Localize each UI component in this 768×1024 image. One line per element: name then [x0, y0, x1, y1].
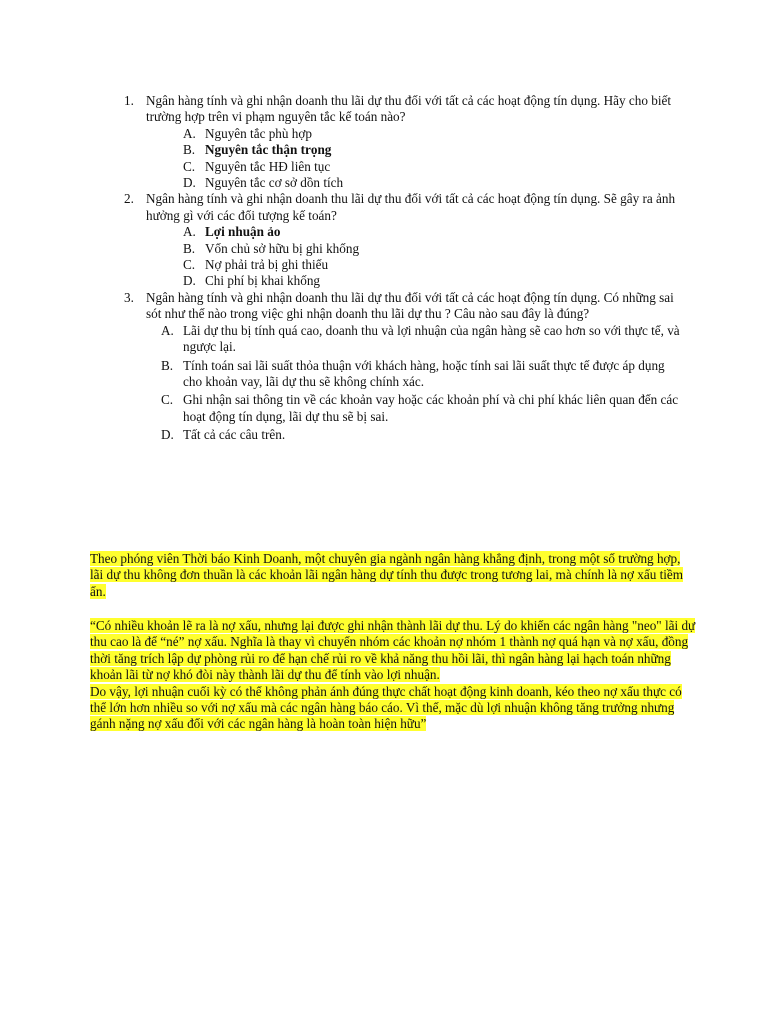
highlighted-text: Theo phóng viên Thời báo Kinh Doanh, một chuyên gia ngành ngân hàng khẳng định, trong một số trường hợp, lãi dự thu không đơn thuần là các khoản lãi ngân hàng dự tính thu được trong tương lai, mà chính là nợ xấu tiềm ẩn. — [90, 551, 684, 599]
option-text: Nợ phải trả bị ghi thiếu — [205, 257, 329, 273]
question-1 — [124, 93, 684, 126]
option-text: Ghi nhận sai thông tin về các khoản vay hoặc các khoản phí và chi phí khác liên quan đến các hoạt động tín dụng, lãi dự thu sẽ bị sai. — [183, 392, 679, 424]
option-c — [183, 257, 684, 273]
option-text-answer: Nguyên tắc thận trọng — [205, 142, 332, 158]
question-number: 1. — [124, 93, 134, 108]
question-text: Ngân hàng tính và ghi nhận doanh thu lãi dự thu đối với tất cả các hoạt động tín dụng. Sẽ gây ra ảnh hưởng gì với các đối tượng kế toán? — [146, 191, 676, 223]
option-text: Chi phí bị khai khống — [205, 273, 321, 289]
option-d — [183, 175, 684, 191]
highlighted-text: Do vậy, lợi nhuận cuối kỳ có thể không phản ánh đúng thực chất hoạt động kinh doanh, kéo theo nợ xấu thực có thể lớn hơn nhiều so với nợ xấu mà các ngân hàng báo cáo. Vì thế, mặc dù lợi nhuận không tăng trưởng nhưng gánh nặng nợ xấu đối với các ngân hàng là hoàn toàn hiện hữu” — [90, 683, 682, 732]
question-number: 2. — [124, 191, 134, 207]
question-3 — [124, 290, 684, 323]
option-text: Tính toán sai lãi suất thỏa thuận với khách hàng, hoặc tính sai lãi suất thực tế được áp dụng cho khoản vay, lãi dự thu sẽ không chính xác. — [183, 357, 665, 389]
question-list — [124, 93, 684, 446]
option-label: C. — [183, 257, 196, 273]
option-c — [183, 159, 684, 175]
option-text: Nguyên tắc HĐ liên tục — [205, 158, 331, 174]
option-text: Tất cả các câu trên. — [183, 427, 286, 443]
highlighted-text: “Có nhiều khoản lẽ ra là nợ xấu, nhưng lại được ghi nhận thành lãi dự thu. Lý do khiến các ngân hàng "neo" lãi dự thu cao là để “né” nợ xấu. Nghĩa là thay vì chuyển nhóm các khoản nợ nhóm 1 thành nợ quá hạn và nợ xấu, đồng thời tăng trích lập dự phòng rủi ro để hạn chế rủi ro về khả năng thu hồi lãi, thì ngân hàng lại hạch toán những khoản lãi từ nợ khó đòi này thành lãi dự thu để tính vào lợi nhuận. — [90, 618, 696, 683]
option-text: Lãi dự thu bị tính quá cao, doanh thu và lợi nhuận của ngân hàng sẽ cao hơn so với thực tế, và ngược lại. — [183, 322, 680, 355]
option-b — [183, 241, 684, 257]
question-2 — [124, 191, 684, 224]
question-1-options — [183, 126, 684, 192]
option-label: D. — [183, 273, 196, 289]
option-d — [161, 427, 684, 443]
option-a — [161, 323, 684, 356]
option-label: C. — [161, 392, 174, 408]
question-2-options — [183, 224, 684, 290]
option-text: Vốn chủ sở hữu bị ghi khống — [205, 240, 360, 256]
option-a — [183, 224, 684, 240]
highlighted-quote — [90, 618, 696, 733]
question-text: Ngân hàng tính và ghi nhận doanh thu lãi dự thu đối với tất cả các hoạt động tín dụng. Có những sai sót như thế nào trong việc ghi nhận doanh thu lãi dự thu ? Câu nào sau đây là đúng? — [146, 289, 674, 322]
option-b — [161, 358, 684, 391]
option-label: B. — [161, 357, 174, 373]
option-label: D. — [161, 427, 174, 443]
option-label: A. — [161, 322, 174, 338]
highlighted-paragraph-1 — [90, 551, 696, 600]
option-text-answer: Lợi nhuận ảo — [205, 224, 281, 240]
option-label: C. — [183, 158, 196, 174]
option-a — [183, 126, 684, 142]
option-label: B. — [183, 240, 196, 256]
option-label: A. — [183, 125, 196, 141]
question-number: 3. — [124, 289, 134, 305]
option-label: B. — [183, 142, 196, 158]
question-text: Ngân hàng tính và ghi nhận doanh thu lãi dự thu đối với tất cả các hoạt động tín dụng. Hãy cho biết trường hợp trên vi phạm nguyên tắc kế toán nào? — [146, 93, 672, 125]
option-text: Nguyên tắc phù hợp — [205, 125, 312, 141]
option-d — [183, 273, 684, 289]
option-b — [183, 142, 684, 158]
option-c — [161, 392, 684, 425]
option-label: A. — [183, 224, 196, 240]
option-label: D. — [183, 175, 196, 191]
question-3-options — [161, 323, 684, 444]
option-text: Nguyên tắc cơ sở dồn tích — [205, 175, 344, 191]
